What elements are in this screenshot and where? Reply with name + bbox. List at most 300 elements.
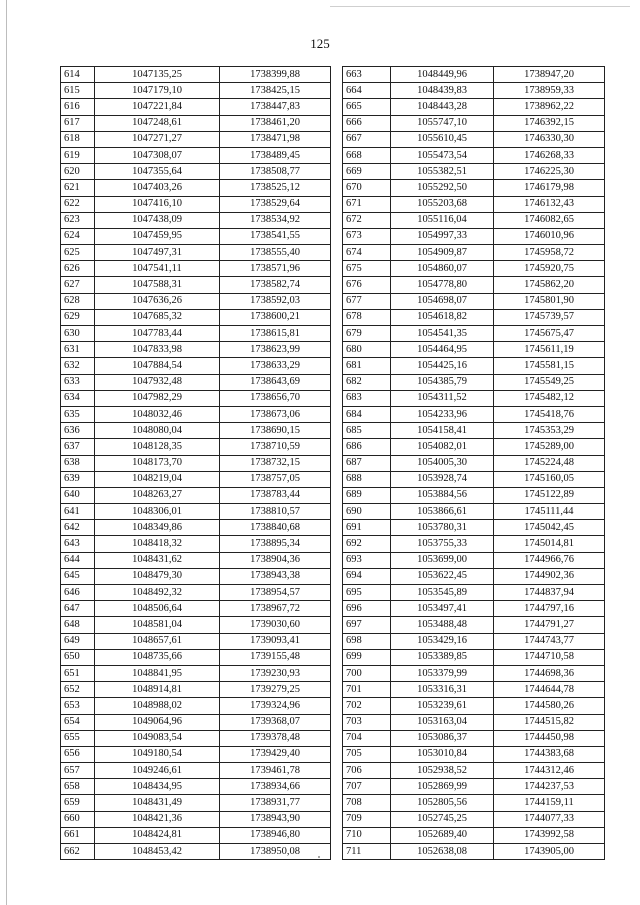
x-coordinate-cell: 1053316,31 — [391, 682, 494, 698]
point-number-cell: 679 — [343, 326, 391, 342]
point-number-cell: 657 — [61, 763, 95, 779]
table-row — [343, 827, 605, 843]
point-number-cell: 681 — [343, 358, 391, 374]
x-coordinate-cell: 1054005,30 — [391, 455, 494, 471]
table-row — [343, 131, 605, 147]
x-coordinate-cell: 1048581,04 — [95, 617, 220, 633]
x-coordinate-cell: 1047403,26 — [95, 180, 220, 196]
point-number-cell: 629 — [61, 309, 95, 325]
x-coordinate-cell: 1047833,98 — [95, 342, 220, 358]
point-number-cell: 632 — [61, 358, 95, 374]
y-coordinate-cell: 1738425,15 — [220, 83, 331, 99]
table-row — [61, 293, 331, 309]
point-number-cell: 663 — [343, 67, 391, 83]
y-coordinate-cell: 1738895,34 — [220, 536, 331, 552]
x-coordinate-cell: 1048434,95 — [95, 779, 220, 795]
y-coordinate-cell: 1745122,89 — [494, 487, 605, 503]
table-row — [343, 504, 605, 520]
x-coordinate-cell: 1054618,82 — [391, 309, 494, 325]
point-number-cell: 644 — [61, 552, 95, 568]
x-coordinate-cell: 1053928,74 — [391, 471, 494, 487]
table-row — [343, 746, 605, 762]
point-number-cell: 686 — [343, 439, 391, 455]
y-coordinate-cell: 1738950,08 — [220, 844, 331, 860]
point-number-cell: 633 — [61, 374, 95, 390]
y-coordinate-cell: 1746010,96 — [494, 228, 605, 244]
point-number-cell: 709 — [343, 811, 391, 827]
point-number-cell: 711 — [343, 844, 391, 860]
table-row — [61, 665, 331, 681]
y-coordinate-cell: 1744237,53 — [494, 779, 605, 795]
point-number-cell: 698 — [343, 633, 391, 649]
point-number-cell: 650 — [61, 649, 95, 665]
y-coordinate-cell: 1738946,80 — [220, 827, 331, 843]
table-row — [343, 228, 605, 244]
point-number-cell: 646 — [61, 585, 95, 601]
x-coordinate-cell: 1055292,50 — [391, 180, 494, 196]
point-number-cell: 660 — [61, 811, 95, 827]
point-number-cell: 643 — [61, 536, 95, 552]
table-row — [343, 67, 605, 83]
table-row — [343, 309, 605, 325]
x-coordinate-cell: 1048841,95 — [95, 665, 220, 681]
table-row — [343, 568, 605, 584]
x-coordinate-cell: 1053429,16 — [391, 633, 494, 649]
x-coordinate-cell: 1054909,87 — [391, 245, 494, 261]
y-coordinate-cell: 1738525,12 — [220, 180, 331, 196]
point-number-cell: 653 — [61, 698, 95, 714]
table-row — [343, 795, 605, 811]
point-number-cell: 631 — [61, 342, 95, 358]
y-coordinate-cell: 1745739,57 — [494, 309, 605, 325]
table-row — [343, 682, 605, 698]
point-number-cell: 671 — [343, 196, 391, 212]
y-coordinate-cell: 1744383,68 — [494, 746, 605, 762]
y-coordinate-cell: 1738399,88 — [220, 67, 331, 83]
x-coordinate-cell: 1052938,52 — [391, 763, 494, 779]
y-coordinate-cell: 1745014,81 — [494, 536, 605, 552]
x-coordinate-cell: 1053163,04 — [391, 714, 494, 730]
y-coordinate-cell: 1738710,59 — [220, 439, 331, 455]
table-row — [343, 601, 605, 617]
y-coordinate-cell: 1743992,58 — [494, 827, 605, 843]
point-number-cell: 625 — [61, 245, 95, 261]
table-row — [343, 164, 605, 180]
table-row — [343, 423, 605, 439]
point-number-cell: 665 — [343, 99, 391, 115]
table-row — [61, 682, 331, 698]
point-number-cell: 662 — [61, 844, 95, 860]
table-row — [61, 342, 331, 358]
x-coordinate-cell: 1054464,95 — [391, 342, 494, 358]
table-row — [343, 180, 605, 196]
y-coordinate-cell: 1745224,48 — [494, 455, 605, 471]
x-coordinate-cell: 1048418,32 — [95, 536, 220, 552]
y-coordinate-cell: 1746132,43 — [494, 196, 605, 212]
x-coordinate-cell: 1048735,66 — [95, 649, 220, 665]
table-row — [343, 763, 605, 779]
table-row — [343, 730, 605, 746]
x-coordinate-cell: 1048263,27 — [95, 487, 220, 503]
x-coordinate-cell: 1054311,52 — [391, 390, 494, 406]
point-number-cell: 697 — [343, 617, 391, 633]
table-row — [61, 795, 331, 811]
x-coordinate-cell: 1053010,84 — [391, 746, 494, 762]
table-row — [343, 374, 605, 390]
point-number-cell: 621 — [61, 180, 95, 196]
x-coordinate-cell: 1052689,40 — [391, 827, 494, 843]
x-coordinate-cell: 1053866,61 — [391, 504, 494, 520]
point-number-cell: 636 — [61, 423, 95, 439]
point-number-cell: 666 — [343, 115, 391, 131]
point-number-cell: 670 — [343, 180, 391, 196]
table-row — [343, 196, 605, 212]
point-number-cell: 703 — [343, 714, 391, 730]
page-edge-line — [6, 0, 7, 905]
table-row — [61, 827, 331, 843]
point-number-cell: 689 — [343, 487, 391, 503]
point-number-cell: 682 — [343, 374, 391, 390]
y-coordinate-cell: 1739279,25 — [220, 682, 331, 698]
point-number-cell: 623 — [61, 212, 95, 228]
point-number-cell: 628 — [61, 293, 95, 309]
point-number-cell: 687 — [343, 455, 391, 471]
point-number-cell: 692 — [343, 536, 391, 552]
y-coordinate-cell: 1745160,05 — [494, 471, 605, 487]
y-coordinate-cell: 1738534,92 — [220, 212, 331, 228]
x-coordinate-cell: 1055203,68 — [391, 196, 494, 212]
point-number-cell: 684 — [343, 406, 391, 422]
point-number-cell: 676 — [343, 277, 391, 293]
table-row — [61, 617, 331, 633]
x-coordinate-cell: 1052745,25 — [391, 811, 494, 827]
x-coordinate-cell: 1053497,41 — [391, 601, 494, 617]
point-number-cell: 706 — [343, 763, 391, 779]
x-coordinate-cell: 1055747,10 — [391, 115, 494, 131]
y-coordinate-cell: 1745581,15 — [494, 358, 605, 374]
x-coordinate-cell: 1048443,28 — [391, 99, 494, 115]
y-coordinate-cell: 1738633,29 — [220, 358, 331, 374]
y-coordinate-cell: 1738623,99 — [220, 342, 331, 358]
y-coordinate-cell: 1738931,77 — [220, 795, 331, 811]
y-coordinate-cell: 1745611,19 — [494, 342, 605, 358]
table-row — [343, 99, 605, 115]
table-row — [343, 212, 605, 228]
point-number-cell: 615 — [61, 83, 95, 99]
table-row — [61, 115, 331, 131]
x-coordinate-cell: 1047438,09 — [95, 212, 220, 228]
point-number-cell: 690 — [343, 504, 391, 520]
y-coordinate-cell: 1738508,77 — [220, 164, 331, 180]
x-coordinate-cell: 1048449,96 — [391, 67, 494, 83]
y-coordinate-cell: 1744902,36 — [494, 568, 605, 584]
y-coordinate-cell: 1744077,33 — [494, 811, 605, 827]
table-row — [61, 763, 331, 779]
point-number-cell: 649 — [61, 633, 95, 649]
point-number-cell: 637 — [61, 439, 95, 455]
x-coordinate-cell: 1054158,41 — [391, 423, 494, 439]
y-coordinate-cell: 1744743,77 — [494, 633, 605, 649]
x-coordinate-cell: 1047248,61 — [95, 115, 220, 131]
y-coordinate-cell: 1745801,90 — [494, 293, 605, 309]
y-coordinate-cell: 1744791,27 — [494, 617, 605, 633]
x-coordinate-cell: 1054385,79 — [391, 374, 494, 390]
point-number-cell: 696 — [343, 601, 391, 617]
x-coordinate-cell: 1048914,81 — [95, 682, 220, 698]
table-row — [61, 196, 331, 212]
y-coordinate-cell: 1744698,36 — [494, 665, 605, 681]
y-coordinate-cell: 1744515,82 — [494, 714, 605, 730]
coordinates-table-right-body — [343, 67, 605, 860]
point-number-cell: 641 — [61, 504, 95, 520]
point-number-cell: 708 — [343, 795, 391, 811]
y-coordinate-cell: 1738947,20 — [494, 67, 605, 83]
point-number-cell: 659 — [61, 795, 95, 811]
x-coordinate-cell: 1048424,81 — [95, 827, 220, 843]
point-number-cell: 664 — [343, 83, 391, 99]
point-number-cell: 648 — [61, 617, 95, 633]
point-number-cell: 707 — [343, 779, 391, 795]
x-coordinate-cell: 1048431,62 — [95, 552, 220, 568]
point-number-cell: 656 — [61, 746, 95, 762]
x-coordinate-cell: 1053780,31 — [391, 520, 494, 536]
y-coordinate-cell: 1745675,47 — [494, 326, 605, 342]
y-coordinate-cell: 1745418,76 — [494, 406, 605, 422]
point-number-cell: 654 — [61, 714, 95, 730]
y-coordinate-cell: 1738582,74 — [220, 277, 331, 293]
table-row — [343, 649, 605, 665]
table-row — [343, 520, 605, 536]
x-coordinate-cell: 1048988,02 — [95, 698, 220, 714]
y-coordinate-cell: 1738967,72 — [220, 601, 331, 617]
x-coordinate-cell: 1053755,33 — [391, 536, 494, 552]
point-number-cell: 655 — [61, 730, 95, 746]
y-coordinate-cell: 1738447,83 — [220, 99, 331, 115]
table-row — [61, 277, 331, 293]
y-coordinate-cell: 1744450,98 — [494, 730, 605, 746]
x-coordinate-cell: 1049083,54 — [95, 730, 220, 746]
y-coordinate-cell: 1738600,21 — [220, 309, 331, 325]
y-coordinate-cell: 1738690,15 — [220, 423, 331, 439]
table-row — [61, 228, 331, 244]
point-number-cell: 618 — [61, 131, 95, 147]
y-coordinate-cell: 1744644,78 — [494, 682, 605, 698]
y-coordinate-cell: 1744797,16 — [494, 601, 605, 617]
x-coordinate-cell: 1053086,37 — [391, 730, 494, 746]
x-coordinate-cell: 1048657,61 — [95, 633, 220, 649]
table-row — [61, 374, 331, 390]
point-number-cell: 701 — [343, 682, 391, 698]
table-row — [61, 245, 331, 261]
x-coordinate-cell: 1053239,61 — [391, 698, 494, 714]
table-row — [343, 779, 605, 795]
table-row — [61, 309, 331, 325]
point-number-cell: 685 — [343, 423, 391, 439]
table-row — [343, 277, 605, 293]
table-row — [343, 83, 605, 99]
x-coordinate-cell: 1049064,96 — [95, 714, 220, 730]
point-number-cell: 640 — [61, 487, 95, 503]
point-number-cell: 639 — [61, 471, 95, 487]
y-coordinate-cell: 1739155,48 — [220, 649, 331, 665]
table-row — [61, 552, 331, 568]
page-top-edge-line — [330, 6, 630, 7]
y-coordinate-cell: 1745958,72 — [494, 245, 605, 261]
x-coordinate-cell: 1047355,64 — [95, 164, 220, 180]
point-number-cell: 614 — [61, 67, 95, 83]
x-coordinate-cell: 1053622,45 — [391, 568, 494, 584]
y-coordinate-cell: 1745111,44 — [494, 504, 605, 520]
y-coordinate-cell: 1738555,40 — [220, 245, 331, 261]
y-coordinate-cell: 1746179,98 — [494, 180, 605, 196]
x-coordinate-cell: 1054233,96 — [391, 406, 494, 422]
coordinates-table-left-body — [61, 67, 331, 860]
table-row — [343, 552, 605, 568]
x-coordinate-cell: 1055116,04 — [391, 212, 494, 228]
x-coordinate-cell: 1048431,49 — [95, 795, 220, 811]
table-row — [61, 131, 331, 147]
y-coordinate-cell: 1744159,11 — [494, 795, 605, 811]
x-coordinate-cell: 1047179,10 — [95, 83, 220, 99]
y-coordinate-cell: 1746392,15 — [494, 115, 605, 131]
point-number-cell: 668 — [343, 147, 391, 163]
table-row — [61, 536, 331, 552]
x-coordinate-cell: 1054698,07 — [391, 293, 494, 309]
table-row — [61, 698, 331, 714]
y-coordinate-cell: 1738489,45 — [220, 147, 331, 163]
point-number-cell: 691 — [343, 520, 391, 536]
y-coordinate-cell: 1745862,20 — [494, 277, 605, 293]
x-coordinate-cell: 1048080,04 — [95, 423, 220, 439]
table-row — [61, 390, 331, 406]
table-row — [343, 585, 605, 601]
point-number-cell: 702 — [343, 698, 391, 714]
y-coordinate-cell: 1745482,12 — [494, 390, 605, 406]
point-number-cell: 677 — [343, 293, 391, 309]
x-coordinate-cell: 1048349,86 — [95, 520, 220, 536]
point-number-cell: 704 — [343, 730, 391, 746]
y-coordinate-cell: 1738615,81 — [220, 326, 331, 342]
point-number-cell: 710 — [343, 827, 391, 843]
x-coordinate-cell: 1047685,32 — [95, 309, 220, 325]
x-coordinate-cell: 1053379,99 — [391, 665, 494, 681]
point-number-cell: 683 — [343, 390, 391, 406]
x-coordinate-cell: 1053488,48 — [391, 617, 494, 633]
y-coordinate-cell: 1739324,96 — [220, 698, 331, 714]
table-row — [61, 471, 331, 487]
y-coordinate-cell: 1738962,22 — [494, 99, 605, 115]
y-coordinate-cell: 1745042,45 — [494, 520, 605, 536]
x-coordinate-cell: 1049246,61 — [95, 763, 220, 779]
x-coordinate-cell: 1047982,29 — [95, 390, 220, 406]
table-row — [61, 844, 331, 860]
point-number-cell: 645 — [61, 568, 95, 584]
y-coordinate-cell: 1743905,00 — [494, 844, 605, 860]
table-row — [61, 649, 331, 665]
x-coordinate-cell: 1053545,89 — [391, 585, 494, 601]
x-coordinate-cell: 1048506,64 — [95, 601, 220, 617]
table-row — [61, 714, 331, 730]
table-row — [61, 601, 331, 617]
point-number-cell: 619 — [61, 147, 95, 163]
table-row — [343, 358, 605, 374]
point-number-cell: 672 — [343, 212, 391, 228]
x-coordinate-cell: 1047271,27 — [95, 131, 220, 147]
table-row — [61, 730, 331, 746]
y-coordinate-cell: 1738461,20 — [220, 115, 331, 131]
table-row — [61, 439, 331, 455]
x-coordinate-cell: 1047783,44 — [95, 326, 220, 342]
point-number-cell: 667 — [343, 131, 391, 147]
y-coordinate-cell: 1738840,68 — [220, 520, 331, 536]
table-row — [343, 147, 605, 163]
y-coordinate-cell: 1738656,70 — [220, 390, 331, 406]
table-row — [343, 487, 605, 503]
table-row — [61, 261, 331, 277]
coordinates-table-right — [342, 66, 605, 860]
table-row — [61, 811, 331, 827]
table-row — [343, 439, 605, 455]
point-number-cell: 680 — [343, 342, 391, 358]
table-row — [343, 261, 605, 277]
table-row — [343, 115, 605, 131]
table-row — [61, 358, 331, 374]
y-coordinate-cell: 1738954,57 — [220, 585, 331, 601]
y-coordinate-cell: 1739093,41 — [220, 633, 331, 649]
x-coordinate-cell: 1047588,31 — [95, 277, 220, 293]
y-coordinate-cell: 1745353,29 — [494, 423, 605, 439]
table-row — [343, 536, 605, 552]
y-coordinate-cell: 1738757,05 — [220, 471, 331, 487]
point-number-cell: 638 — [61, 455, 95, 471]
x-coordinate-cell: 1047221,84 — [95, 99, 220, 115]
y-coordinate-cell: 1738471,98 — [220, 131, 331, 147]
x-coordinate-cell: 1048032,46 — [95, 406, 220, 422]
point-number-cell: 699 — [343, 649, 391, 665]
x-coordinate-cell: 1049180,54 — [95, 746, 220, 762]
x-coordinate-cell: 1047135,25 — [95, 67, 220, 83]
table-row — [343, 811, 605, 827]
point-number-cell: 652 — [61, 682, 95, 698]
y-coordinate-cell: 1739030,60 — [220, 617, 331, 633]
table-row — [61, 568, 331, 584]
point-number-cell: 674 — [343, 245, 391, 261]
table-row — [61, 180, 331, 196]
x-coordinate-cell: 1048173,70 — [95, 455, 220, 471]
point-number-cell: 630 — [61, 326, 95, 342]
x-coordinate-cell: 1054997,33 — [391, 228, 494, 244]
x-coordinate-cell: 1047497,31 — [95, 245, 220, 261]
y-coordinate-cell: 1745549,25 — [494, 374, 605, 390]
y-coordinate-cell: 1739461,78 — [220, 763, 331, 779]
point-number-cell: 626 — [61, 261, 95, 277]
y-coordinate-cell: 1738673,06 — [220, 406, 331, 422]
y-coordinate-cell: 1744312,46 — [494, 763, 605, 779]
y-coordinate-cell: 1738810,57 — [220, 504, 331, 520]
x-coordinate-cell: 1047459,95 — [95, 228, 220, 244]
table-row — [61, 164, 331, 180]
x-coordinate-cell: 1048453,42 — [95, 844, 220, 860]
table-row — [61, 326, 331, 342]
point-number-cell: 688 — [343, 471, 391, 487]
point-number-cell: 617 — [61, 115, 95, 131]
point-number-cell: 647 — [61, 601, 95, 617]
table-row — [61, 406, 331, 422]
table-row — [343, 342, 605, 358]
y-coordinate-cell: 1738943,90 — [220, 811, 331, 827]
point-number-cell: 693 — [343, 552, 391, 568]
y-coordinate-cell: 1738732,15 — [220, 455, 331, 471]
